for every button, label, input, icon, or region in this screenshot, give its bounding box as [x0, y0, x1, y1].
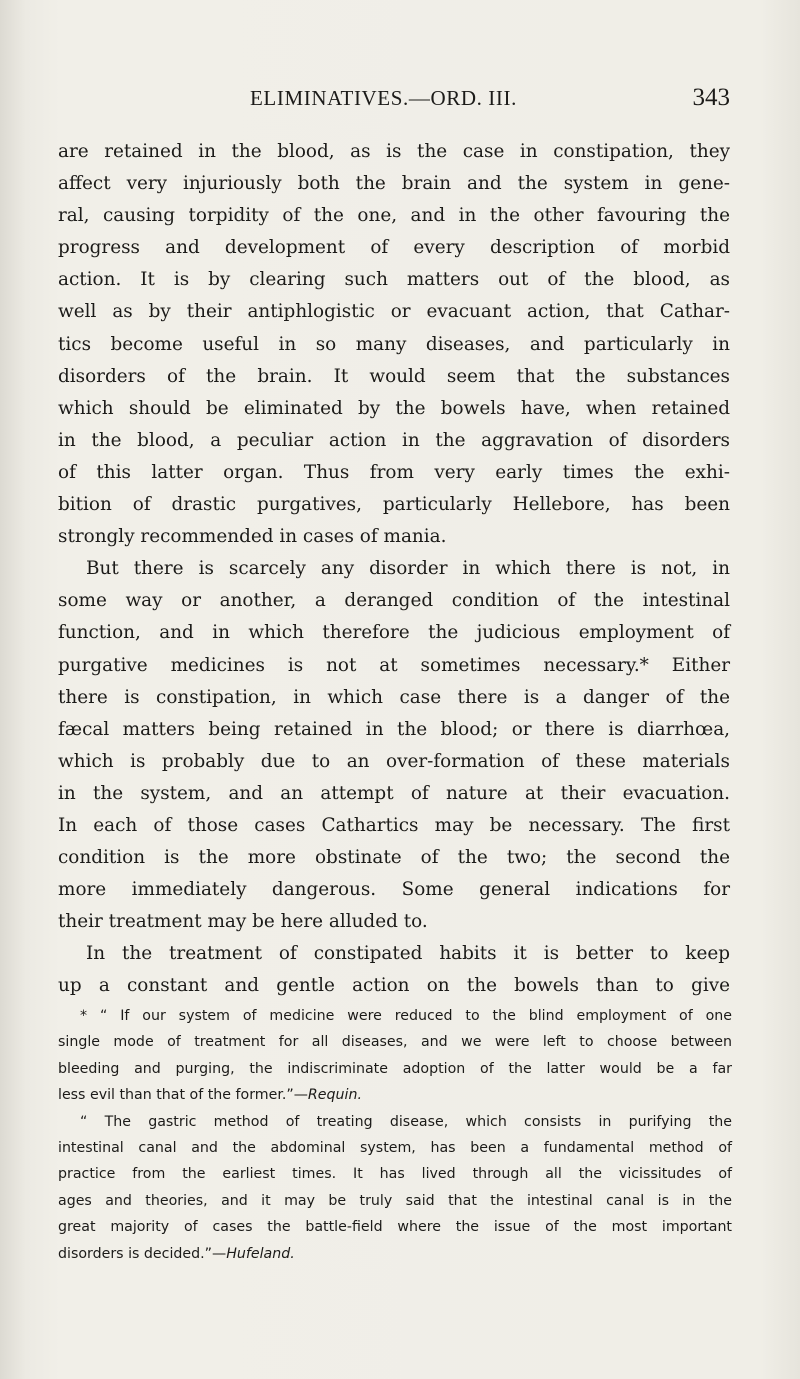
text-line: their treatment may be here alluded to. — [58, 911, 428, 933]
attribution-requin: Requin. — [307, 1087, 362, 1104]
text-line: strongly recommended in cases of mania. — [58, 526, 447, 548]
text-line: affect very injuriously both the brain and the system in gene- — [58, 173, 730, 195]
footnote-line: single mode of treatment for all diseases, and we were left to choose between — [58, 1034, 732, 1051]
text-line: more immediately dangerous. Some general indications for — [58, 879, 730, 901]
text-line: there is constipation, in which case there is a danger of the — [58, 686, 730, 708]
footnote-line: bleeding and purging, the indiscriminate adoption of the latter would be a far — [58, 1060, 732, 1077]
footnote-line: “ The gastric method of treating disease, which consists in purifying the — [80, 1113, 732, 1130]
footnote-line — [58, 1082, 732, 1108]
text-line: in the system, and an attempt of nature at their evacuation. — [58, 782, 730, 804]
attribution-hufeland: Hufeland. — [226, 1245, 295, 1262]
page-header — [60, 80, 730, 120]
text-line: tics become useful in so many diseases, and particularly in — [58, 333, 730, 355]
text-line: disorders of the brain. It would seem that the substances — [58, 365, 730, 387]
footnote-line: * “ If our system of medicine were reduced to the blind employment of one — [80, 1008, 732, 1024]
footnote-line: great majority of cases the battle-field where the issue of the most important — [58, 1219, 732, 1236]
text-line: up a constant and gentle action on the bowels than to give — [58, 975, 730, 997]
main-text — [58, 136, 730, 1003]
text-line: function, and in which therefore the judicious employment of — [58, 622, 730, 644]
footnote-text: less evil than that of the former.”— — [58, 1087, 308, 1104]
text-line: In each of those cases Cathartics may be necessary. The first — [58, 814, 730, 836]
text-line: But there is scarcely any disorder in which there is not, in — [86, 558, 730, 580]
text-line: action. It is by clearing such matters out of the blood, as — [58, 269, 730, 291]
text-line: well as by their antiphlogistic or evacuant action, that Cathar- — [58, 301, 730, 323]
footnotes — [58, 1003, 732, 1267]
footnote-line: intestinal canal and the abdominal system, has been a fundamental method of — [58, 1140, 732, 1157]
text-line: are retained in the blood, as is the case in constipation, they — [58, 141, 730, 162]
footnote-line: practice from the earliest times. It has lived through all the vicissitudes of — [58, 1166, 732, 1183]
text-line: some way or another, a deranged condition of the intestinal — [58, 590, 730, 612]
text-line: condition is the more obstinate of the two; the second the — [58, 847, 730, 869]
footnote-line: ages and theories, and it may be truly said that the intestinal canal is in the — [58, 1192, 732, 1209]
footnote-text: disorders is decided.”— — [58, 1245, 227, 1262]
page-number: 343 — [692, 84, 730, 111]
text-line: purgative medicines is not at sometimes necessary.* Either — [58, 654, 730, 676]
text-line: fæcal matters being retained in the blood; or there is diarrhœa, — [58, 718, 730, 740]
text-line: In the treatment of constipated habits it is better to keep — [86, 943, 730, 965]
footnote-line — [58, 1241, 732, 1267]
text-line: of this latter organ. Thus from very early times the exhi- — [58, 461, 730, 483]
text-line: ral, causing torpidity of the one, and in the other favouring the — [58, 205, 730, 227]
text-line: in the blood, a peculiar action in the aggravation of disorders — [58, 429, 730, 451]
text-line: which is probably due to an over-formation of these materials — [58, 750, 730, 772]
running-head: ELIMINATIVES.—ORD. III. — [250, 86, 517, 110]
text-line: bition of drastic purgatives, particularly Hellebore, has been — [58, 494, 730, 516]
text-line: which should be eliminated by the bowels have, when retained — [58, 397, 730, 419]
text-line: progress and development of every description of morbid — [58, 237, 730, 259]
